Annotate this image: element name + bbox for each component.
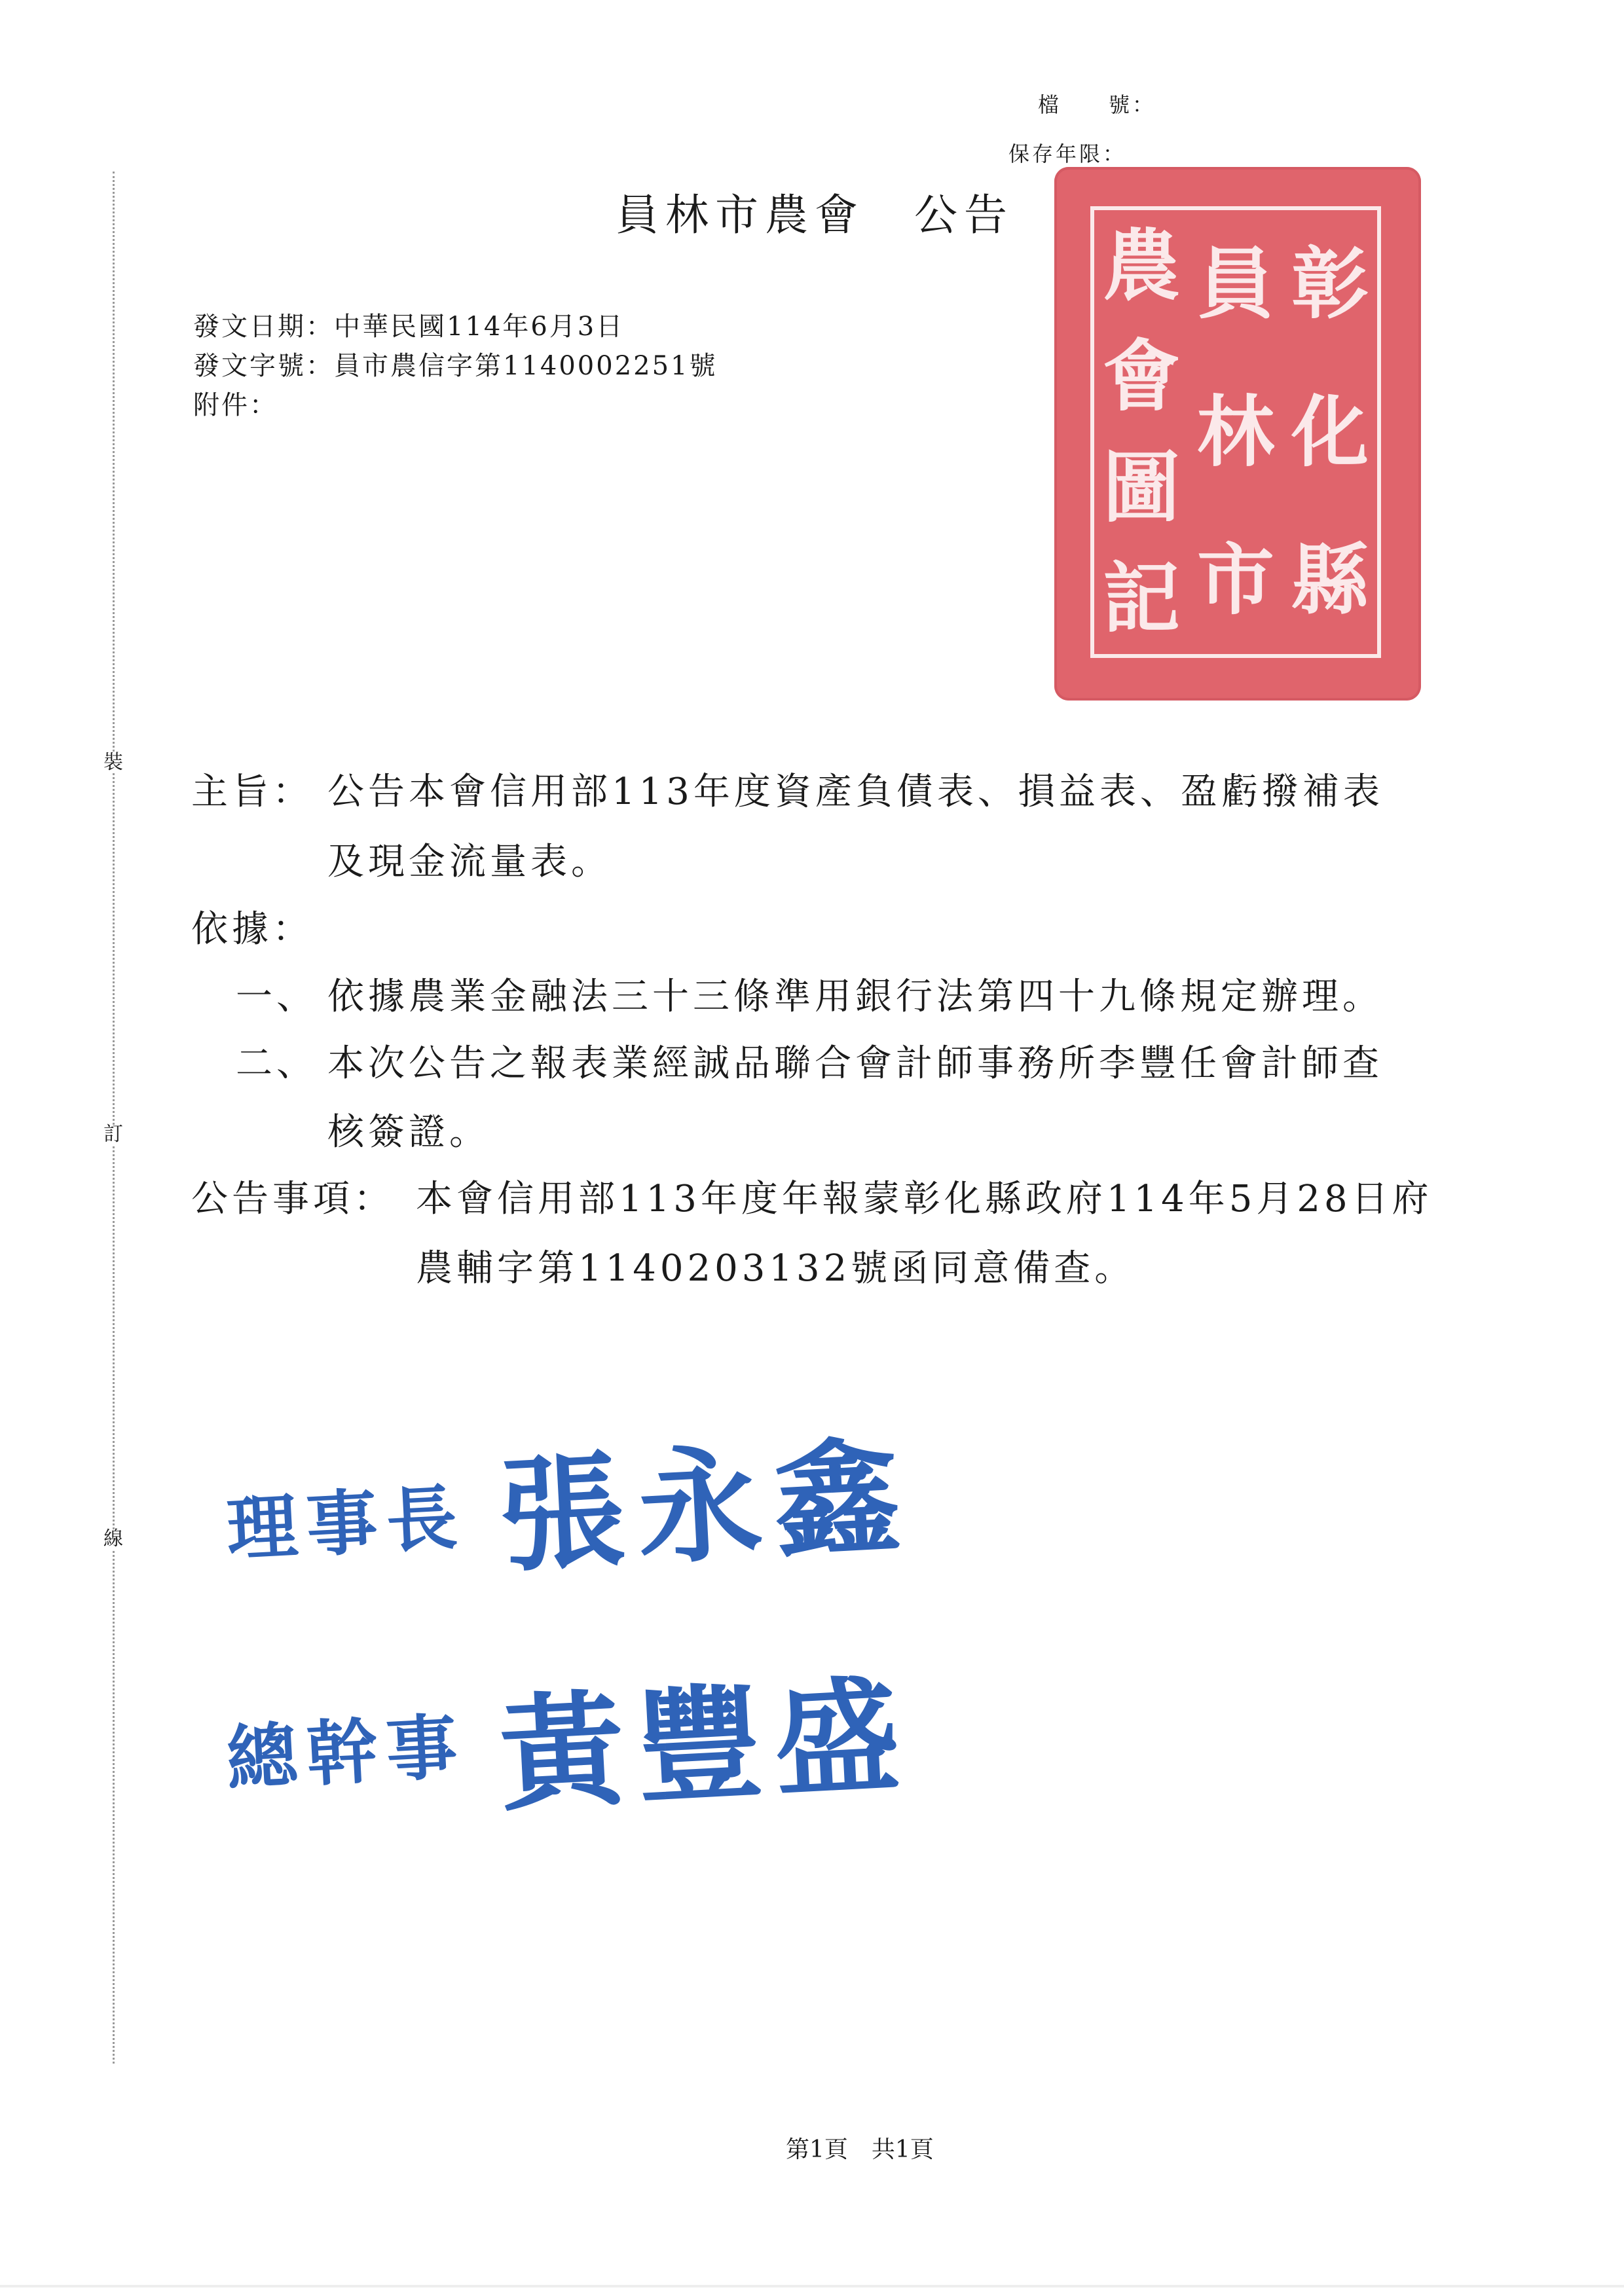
issue-number: 發文字號：員市農信字第1140002251號 <box>193 351 718 381</box>
seal-column <box>1099 210 1184 654</box>
seal-column <box>1193 210 1278 654</box>
subject-text-line: 及現金流量表。 <box>327 841 612 883</box>
binding-mark-zhuang: 裝 <box>103 751 123 774</box>
attachments-label: 附件： <box>193 390 278 420</box>
page-number: 第1頁 共1頁 <box>786 2136 934 2163</box>
notice-text-line: 農輔字第1140203132號函同意備查。 <box>416 1247 1135 1290</box>
seal-char: 記 <box>1102 553 1180 644</box>
file-number-label: 檔 號： <box>1038 92 1156 117</box>
chairman-signature: 張永鑫 <box>496 1422 916 1590</box>
seal-char: 會 <box>1102 331 1180 422</box>
notice-label: 公告事項： <box>191 1178 394 1220</box>
basis-item-number: 二、 <box>236 1042 317 1085</box>
general-manager-signature: 黃豐盛 <box>496 1661 916 1829</box>
basis-item-number: 一、 <box>236 975 317 1018</box>
seal-char: 圖 <box>1102 442 1180 533</box>
document-title: 員林市農會 公告 <box>616 190 1014 240</box>
chairman-title: 理事長 <box>225 1476 469 1572</box>
basis-item-text: 本次公告之報表業經誠品聯合會計師事務所李豐任會計師查 <box>327 1042 1383 1085</box>
seal-char: 化 <box>1291 387 1369 477</box>
seal-char: 彰 <box>1291 239 1369 329</box>
notice-text-line: 本會信用部113年度年報蒙彰化縣政府114年5月28日府 <box>416 1178 1433 1220</box>
basis-item-text: 核簽證。 <box>327 1111 490 1154</box>
official-seal <box>1054 167 1421 701</box>
subject-text-line: 公告本會信用部113年度資產負債表、損益表、盈虧撥補表 <box>327 771 1384 813</box>
retention-period-label: 保存年限： <box>1008 141 1127 166</box>
basis-label: 依據： <box>191 908 313 951</box>
seal-char: 員 <box>1196 239 1274 329</box>
issue-date: 發文日期：中華民國114年6月3日 <box>193 312 625 342</box>
seal-char: 林 <box>1196 387 1274 477</box>
seal-column <box>1287 210 1373 654</box>
bottom-divider <box>0 2285 1624 2287</box>
seal-char: 農 <box>1102 220 1180 311</box>
binding-mark-ding: 訂 <box>103 1123 123 1146</box>
seal-char: 縣 <box>1291 535 1369 625</box>
subject-label: 主旨： <box>191 771 313 813</box>
seal-char: 市 <box>1196 535 1274 625</box>
binding-dotted-line <box>113 172 115 2064</box>
seal-border <box>1090 206 1381 658</box>
binding-mark-xian: 線 <box>103 1527 123 1550</box>
general-manager-title: 總幹事 <box>225 1705 469 1801</box>
basis-item-text: 依據農業金融法三十三條準用銀行法第四十九條規定辦理。 <box>327 975 1383 1018</box>
